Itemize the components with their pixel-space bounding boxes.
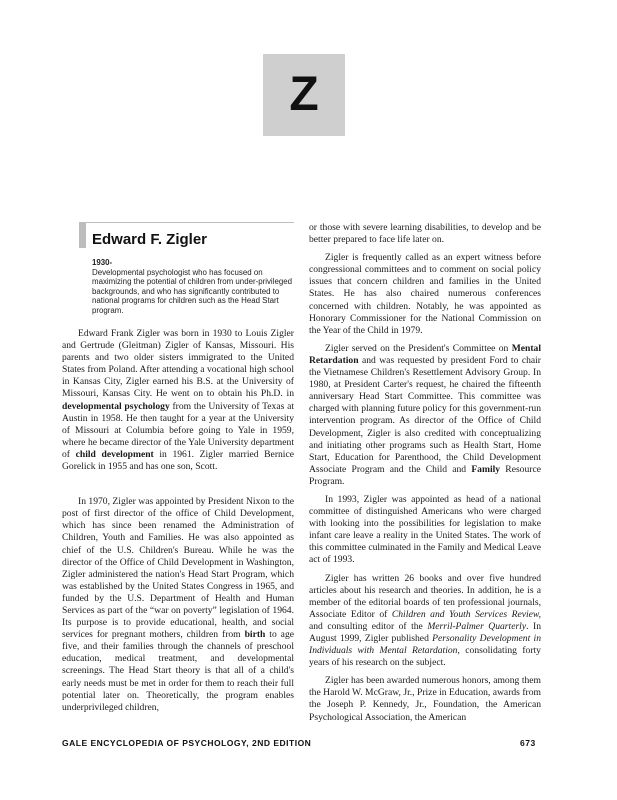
title-children-youth-services-review: Children and Youth Services Review,	[391, 608, 541, 620]
link-mental-retardation[interactable]: Mental Retardation	[309, 342, 541, 366]
link-developmental-psychology[interactable]: developmental psychology	[62, 400, 170, 412]
title-merril-palmer-quarterly: Merril-Palmer Quarterly	[427, 620, 527, 632]
paragraph-continued: or those with severe learning disabilities, to develop and be better prepared to face life later on.	[309, 222, 541, 246]
header-accent-bar	[79, 222, 86, 248]
link-birth[interactable]: birth	[244, 629, 266, 641]
link-family[interactable]: Family	[471, 463, 501, 475]
section-letter-box	[263, 54, 345, 136]
footer-page-number: 673	[520, 738, 536, 748]
entry-title: Edward F. Zigler	[92, 231, 208, 248]
entry-summary: Developmental psychologist who has focused on maximizing the potential of children from under-privileged backgrounds, and who has significantly contributed to national programs for children such as the Head Start program.	[92, 267, 292, 315]
link-child-development[interactable]: child development	[75, 448, 154, 460]
paragraph-early-life: Edward Frank Zigler was born in 1930 to Louis Zigler and Gertrude (Gleitman) Zigler of Kansas, Missouri. His parents and two older sisters immigrated to the United States from Poland. After attending a vocational high school in Kansas City, Zigler earned his B.S. at the University of Missouri, Kansas City. He went on to obtain his Ph.D. in developmental psychology from the University of Texas at Austin in 1958. He then taught for a year at the University of Missouri at Columbia before going to Yale in 1959, where he became director of the Yale University department of child development in 1961. Zigler married Bernice Gorelick in 1955 and has one son, Scott.	[62, 328, 294, 473]
entry-years: 1930-	[92, 258, 113, 267]
entry-subtitle	[92, 258, 294, 316]
title-personality-development: Personality Development in Individuals with Mental Retardation	[309, 633, 541, 657]
footer-publication: GALE ENCYCLOPEDIA OF PSYCHOLOGY, 2ND EDITION	[62, 738, 312, 748]
paragraph-honors: Zigler has been awarded numerous honors, among them the Harold W. McGraw, Jr., Prize in Education, awards from the Joseph P. Kennedy, Jr., Foundation, the American Psychological Association, the American	[309, 675, 541, 723]
paragraph-head-start: In 1970, Zigler was appointed by President Nixon to the post of first director of the office of Child Development, which has since been renamed the Administration of Children, Youth and Families. He was also appointed as chief of the U.S. Children's Bureau. While he was the director of the Office of Child Development in Washington, Zigler administered the nation's Head Start Program, which was established by the United States Congress in 1965, and funded by the U.S. Department of Health and Human Services as part of the “war on poverty” legislation of 1964. Its purpose is to provide educational, health, and social services for pregnant mothers, children from birth to age five, and their families through the channels of preschool education, medical treatment, and developmental screenings. The Head Start theory is that all of a child's early needs must be met in order for them to reach their full potential later on. Theoretically, the program enables underprivileged children,	[62, 496, 294, 713]
left-column	[62, 222, 294, 714]
section-letter: Z	[289, 68, 319, 121]
paragraph-national-committee: In 1993, Zigler was appointed as head of a national committee of distinguished Americans who were charged with looking into the possibilities for legislation to make infant care leave a reality in the United States. The work of this committee culminated in the Family and Medical Leave act of 1993.	[309, 493, 541, 566]
paragraph-expert-witness: Zigler is frequently called as an expert witness before congressional committees and to comment on social policy issues that concern children and families in the United States. He has also chaired numerous conferences concerned with children. Notably, he was appointed as Honorary Commissioner for the National Commission on the Year of the Child in 1979.	[309, 252, 541, 336]
entry-header	[62, 222, 294, 328]
paragraph-committees: Zigler served on the President's Committee on Mental Retardation and was requested by president Ford to chair the Vietnamese Children's Resettlement Advisory Group. In 1980, at President Carter's request, he chaired the fifteenth anniversary Head Start Committee. This committee was charged with planning future policy for this government-run intervention program. As director of the Office of Child Development, Zigler is also credited with conceptualizing and initiating other programs such as Health Start, Home Start, Education for Parenthood, the Child Development Associate Program and the Child and Family Resource Program.	[309, 342, 541, 487]
right-column	[309, 222, 541, 724]
paragraph-publications: Zigler has written 26 books and over five hundred articles about his research and theories. In addition, he is a member of the editorial boards of ten professional journals, Associate Editor of Children and Youth Services Review, and consulting editor of the Merril-Palmer Quarterly. In August 1999, Zigler published Personality Development in Individuals with Mental Retardation, consolidating forty years of his research on the subject.	[309, 572, 541, 669]
header-rule	[86, 222, 294, 223]
